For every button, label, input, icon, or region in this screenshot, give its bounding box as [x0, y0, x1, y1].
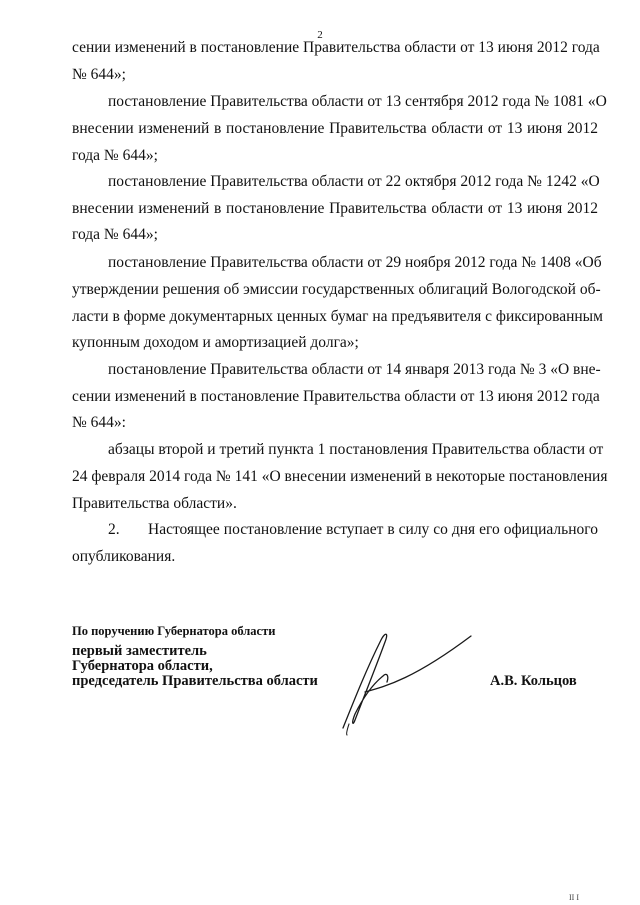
body-line: сении изменений в постановление Правительства области от 13 июня 2012 года: [72, 388, 600, 405]
body-line: Правительства области».: [72, 495, 237, 512]
signatory-title-line2: Губернатора области,: [72, 658, 213, 674]
body-line: ласти в форме документарных ценных бумаг на предъявителя с фиксированным: [72, 308, 603, 325]
body-line: абзацы второй и третий пункта 1 постановления Правительства области от: [108, 441, 604, 458]
body-line: года № 644»;: [72, 147, 158, 164]
page-number: 2: [317, 29, 323, 41]
body-line: 24 февраля 2014 года № 141 «О внесении изменений в некоторые постановления: [72, 468, 608, 485]
corner-marks: II I: [569, 893, 579, 902]
signer-name: А.В. Кольцов: [490, 673, 577, 689]
signatory-title-line1: первый заместитель: [72, 643, 207, 659]
body-line: сении изменений в постановление Правительства области от 13 июня 2012 года: [72, 39, 600, 56]
body-line: постановление Правительства области от 14 января 2013 года № 3 «О вне-: [108, 361, 601, 378]
body-line: внесении изменений в постановление Правительства области от 13 июня 2012: [72, 120, 598, 137]
body-line: № 644»;: [72, 66, 126, 83]
handwritten-signature: [325, 628, 475, 736]
signatory-title-line3: председатель Правительства области: [72, 673, 318, 689]
signature-instruction: По поручению Губернатора области: [72, 624, 276, 638]
body-line: купонным доходом и амортизацией долга»;: [72, 334, 359, 351]
body-line: постановление Правительства области от 13 сентября 2012 года № 1081 «О: [108, 93, 607, 110]
body-line: № 644»:: [72, 414, 126, 431]
item-text-continued: опубликования.: [72, 548, 176, 565]
body-line: внесении изменений в постановление Правительства области от 13 июня 2012: [72, 200, 598, 217]
body-line: постановление Правительства области от 22 октября 2012 года № 1242 «О: [108, 173, 600, 190]
body-line: постановление Правительства области от 29 ноября 2012 года № 1408 «Об: [108, 254, 602, 271]
item-number: 2.: [108, 521, 120, 538]
item-text: Настоящее постановление вступает в силу со дня его официального: [148, 521, 598, 538]
body-line: утверждении решения об эмиссии государственных облигаций Вологодской об-: [72, 281, 601, 298]
body-line: года № 644»;: [72, 226, 158, 243]
